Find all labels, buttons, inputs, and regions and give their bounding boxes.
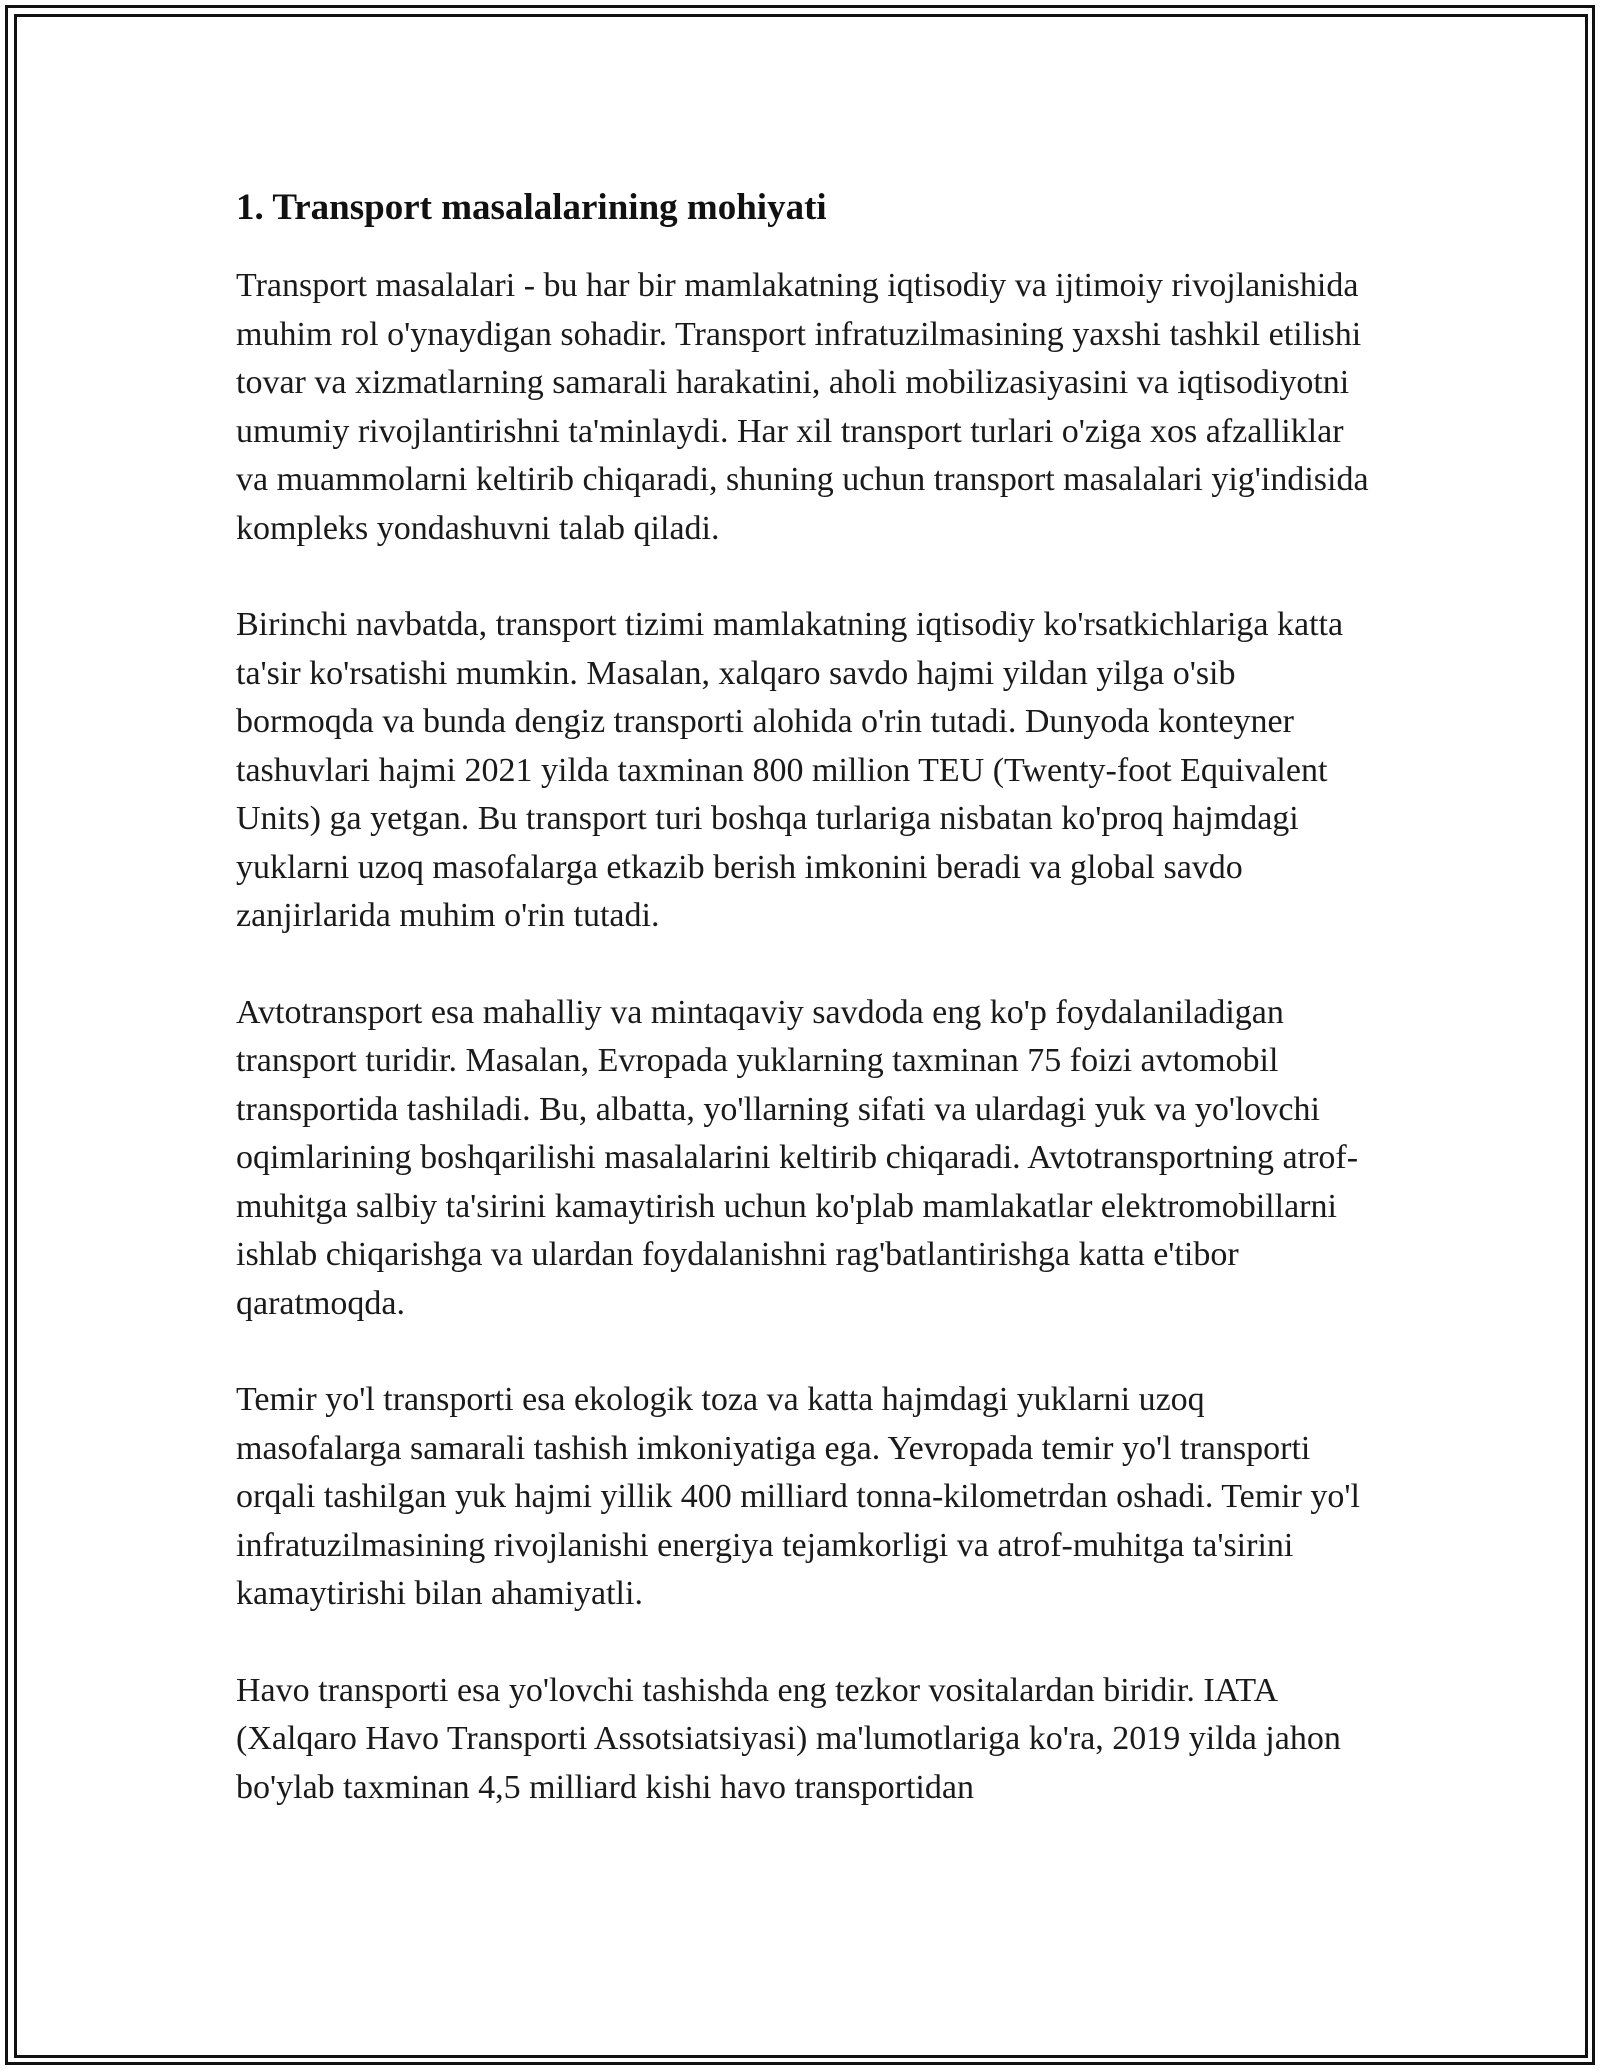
document-body [236, 186, 1376, 1860]
paragraph-road-transport: Avtotransport esa mahalliy va mintaqaviy savdoda eng ko'p foydalaniladigan transport turidir. Masalan, Evropada yuklarning taxminan 75 foizi avtomobil transportida tashiladi. Bu, albatta, yo'llarning sifati va ulardagi yuk va yo'lovchi oqimlarining boshqarilishi masalalarini keltirib chiqaradi. Avtotransportning atrof-muhitga salbiy ta'sirini kamaytirish uchun ko'plab mamlakatlar elektromobillarni ishlab chiqarishga va ulardan foydalanishni rag'batlantirishga katta e'tibor qaratmoqda. [236, 993, 1359, 1322]
section-heading: 1. Transport masalalarining mohiyati [236, 187, 827, 228]
paragraph-intro: Transport masalalari - bu har bir mamlakatning iqtisodiy va ijtimoiy rivojlanishida muhim rol o'ynaydigan sohadir. Transport infratuzilmasining yaxshi tashkil etilishi tovar va xizmatlarning samarali harakatini, aholi mobilizasiyasini va iqtisodiyotni umumiy rivojlantirishni ta'minlaydi. Har xil transport turlari o'ziga xos afzalliklar va muammolarni keltirib chiqaradi, shuning uchun transport masalalari yig'indisida kompleks yondashuvni talab qiladi. [236, 267, 1369, 547]
paragraph-air-transport: Havo transporti esa yo'lovchi tashishda eng tezkor vositalardan biridir. IATA (Xalqaro Havo Transporti Assotsiatsiyasi) ma'lumotlariga ko'ra, 2019 yilda jahon bo'ylab taxminan 4,5 milliard kishi havo transportidan [236, 1671, 1341, 1806]
paragraph-rail-transport: Temir yo'l transporti esa ekologik toza va katta hajmdagi yuklarni uzoq masofalarga samarali tashish imkoniyatiga ega. Yevropada temir yo'l transporti orqali tashilgan yuk hajmi yillik 400 milliard tonna-kilometrdan oshadi. Temir yo'l infratuzilmasining rivojlanishi energiya tejamkorligi va atrof-muhitga ta'sirini kamaytirishi bilan ahamiyatli. [236, 1381, 1360, 1612]
paragraph-sea-transport: Birinchi navbatda, transport tizimi mamlakatning iqtisodiy ko'rsatkichlariga katta ta'sir ko'rsatishi mumkin. Masalan, xalqaro savdo hajmi yildan yilga o'sib bormoqda va bunda dengiz transporti alohida o'rin tutadi. Dunyoda konteyner tashuvlari hajmi 2021 yilda taxminan 800 million TEU (Twenty-foot Equivalent Units) ga yetgan. Bu transport turi boshqa turlariga nisbatan ko'proq hajmdagi yuklarni uzoq masofalarga etkazib berish imkonini beradi va global savdo zanjirlarida muhim o'rin tutadi. [236, 606, 1344, 934]
